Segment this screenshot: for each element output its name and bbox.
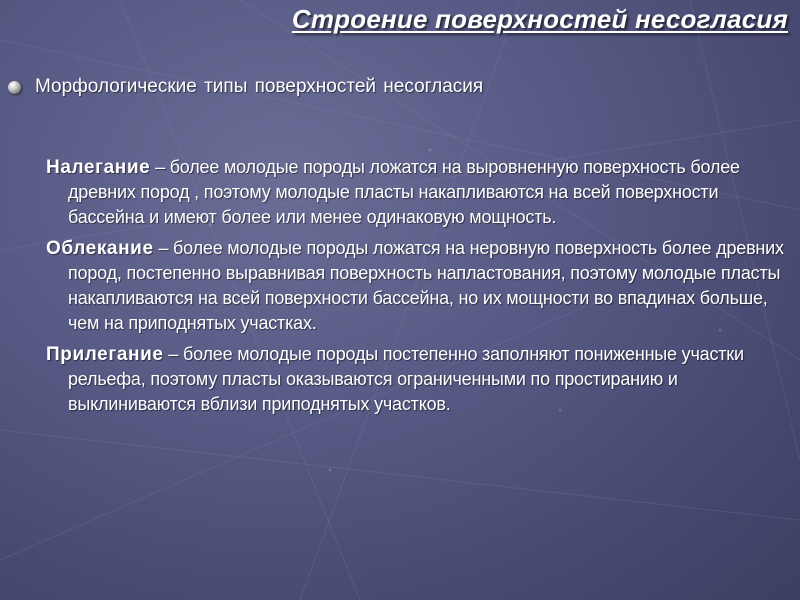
definition-text: – более молодые породы ложатся на выровненную поверхность более древних пород , поэтому молодые пласты накапливаются на всей поверхности бассейна и имеют более или менее одинаковую мощность.: [68, 157, 740, 227]
definition-nalеganie: [46, 155, 788, 230]
definition-term: Налегание: [46, 157, 151, 178]
definition-text: – более молодые породы постепенно заполняют пониженные участки рельефа, поэтому пласты оказываются ограниченными по простиранию и выклиниваются вблизи приподнятых участков.: [68, 344, 744, 414]
slide-title: Строение поверхностей несогласия: [291, 4, 788, 34]
definition-prileganie: [46, 342, 788, 417]
bullet-item: [8, 76, 483, 98]
bullet-text: Морфологические типы поверхностей несогласия: [35, 76, 484, 97]
sphere-bullet-icon: [8, 81, 21, 94]
definitions-list: [46, 155, 788, 423]
definition-term: Прилегание: [46, 344, 164, 365]
definition-term: Облекание: [46, 238, 154, 259]
definition-text: – более молодые породы ложатся на неровную поверхность более древних пород, постепенно выравнивая поверхность напластования, поэтому молодые пласты накапливаются на всей поверхности бассейна, но их мощности во впадинах больше, чем на приподнятых участках.: [68, 238, 784, 333]
definition-oblekanie: [46, 236, 788, 336]
